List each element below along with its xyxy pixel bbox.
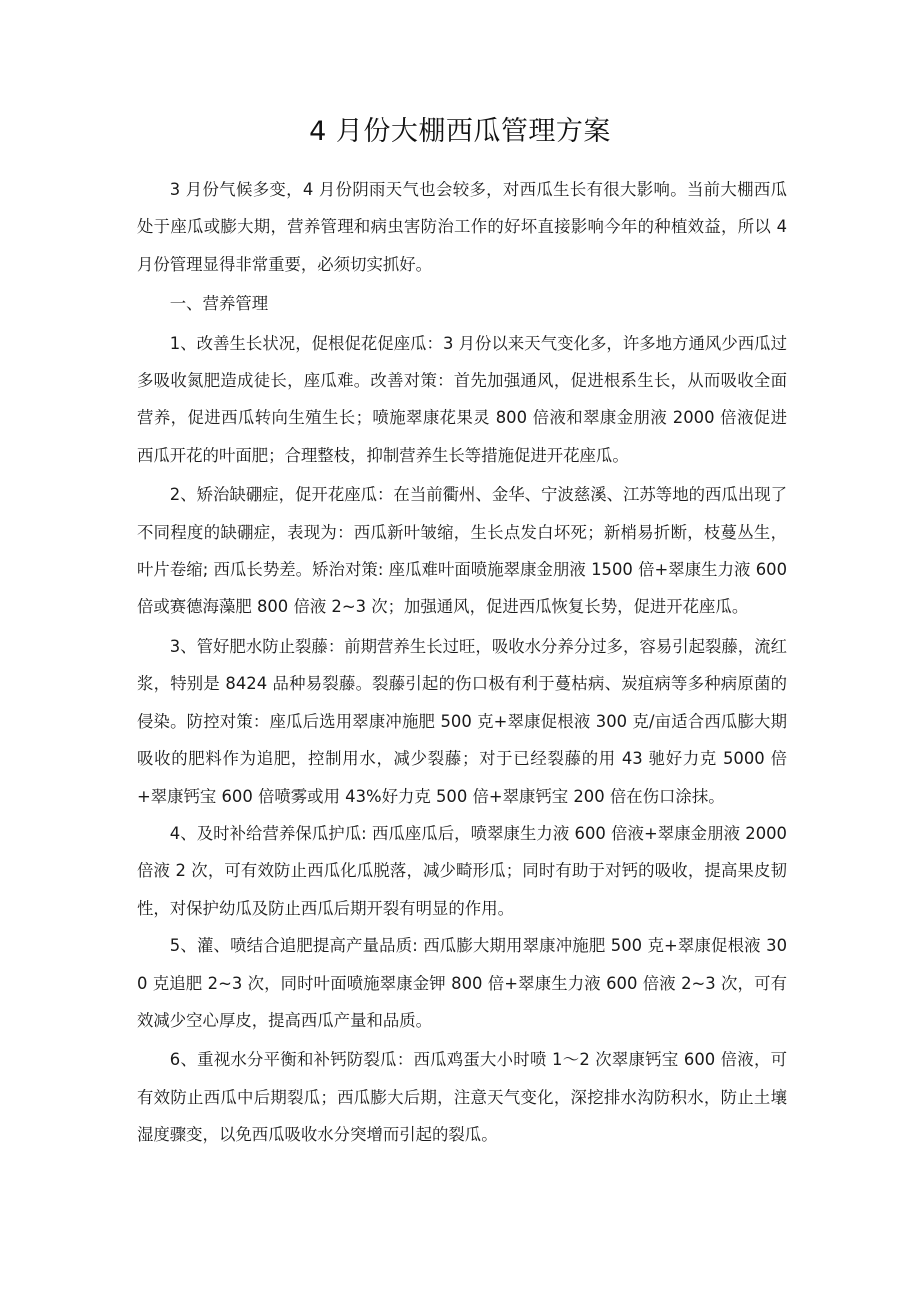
paragraph-item-6: 6、重视水分平衡和补钙防裂瓜：西瓜鸡蛋大小时喷 1～2 次翠康钙宝 600 倍液，可有效防止西瓜中后期裂瓜；西瓜膨大后期，注意天气变化，深挖排水沟防积水，防止土壤湿度骤变，以免西瓜吸收水分突增而引起的裂瓜。 xyxy=(137,1050,787,1145)
document-body xyxy=(137,171,787,1154)
document-title: 4 月份大棚西瓜管理方案 xyxy=(309,116,611,147)
paragraph-item-5: 5、灌、喷结合追肥提高产量品质: 西瓜膨大期用翠康冲施肥 500 克+翠康促根液 300 克追肥 2~3 次，同时叶面喷施翠康金钾 800 倍+翠康生力液 600 倍液 2~3 次，可有效减少空心厚皮，提高西瓜产量和品质。 xyxy=(137,936,787,1030)
paragraph-item-4: 4、及时补给营养保瓜护瓜: 西瓜座瓜后，喷翠康生力液 600 倍液+翠康金朋液 2000 倍液 2 次，可有效防止西瓜化瓜脱落，减少畸形瓜；同时有助于对钙的吸收，提高果皮韧性，对保护幼瓜及防止西瓜后期开裂有明显的作用。 xyxy=(137,823,787,918)
section-heading-nutrition: 一、营养管理 xyxy=(169,294,269,314)
paragraph-item-1: 1、改善生长状况，促根促花促座瓜：3 月份以来天气变化多，许多地方通风少西瓜过多吸收氮肥造成徒长，座瓜难。改善对策：首先加强通风，促进根系生长，从而吸收全面营养，促进西瓜转向生殖生长；喷施翠康花果灵 800 倍液和翠康金朋液 2000 倍液促进西瓜开花的叶面肥；合理整枝，抑制营养生长等措施促进开花座瓜。 xyxy=(137,333,787,465)
intro-paragraph: 3 月份气候多变，4 月份阴雨天气也会较多，对西瓜生长有很大影响。当前大棚西瓜处于座瓜或膨大期，营养管理和病虫害防治工作的好坏直接影响今年的种植效益，所以 4 月份管理显得非常重要，必须切实抓好。 xyxy=(137,180,787,274)
paragraph-item-2: 2、矫治缺硼症，促开花座瓜：在当前衢州、金华、宁波慈溪、江苏等地的西瓜出现了不同程度的缺硼症，表现为：西瓜新叶皱缩，生长点发白坏死；新梢易折断，枝蔓丛生，叶片卷缩; 西瓜长势差。矫治对策: 座瓜难叶面喷施翠康金朋液 1500 倍+翠康生力液 600 倍或赛德海藻肥 800 倍液 2~3 次；加强通风，促进西瓜恢复长势，促进开花座瓜。 xyxy=(137,485,787,617)
paragraph-item-3: 3、管好肥水防止裂藤：前期营养生长过旺，吸收水分养分过多，容易引起裂藤，流红浆，特别是 8424 品种易裂藤。裂藤引起的伤口极有利于蔓枯病、炭疽病等多种病原菌的侵染。防控对策：座瓜后选用翠康冲施肥 500 克+翠康促根液 300 克/亩适合西瓜膨大期吸收的肥料作为追肥，控制用水，减少裂藤；对于已经裂藤的用 43 驰好力克 5000 倍+翠康钙宝 600 倍喷雾或用 43%好力克 500 倍+翠康钙宝 200 倍在伤口涂抹。 xyxy=(137,636,787,806)
